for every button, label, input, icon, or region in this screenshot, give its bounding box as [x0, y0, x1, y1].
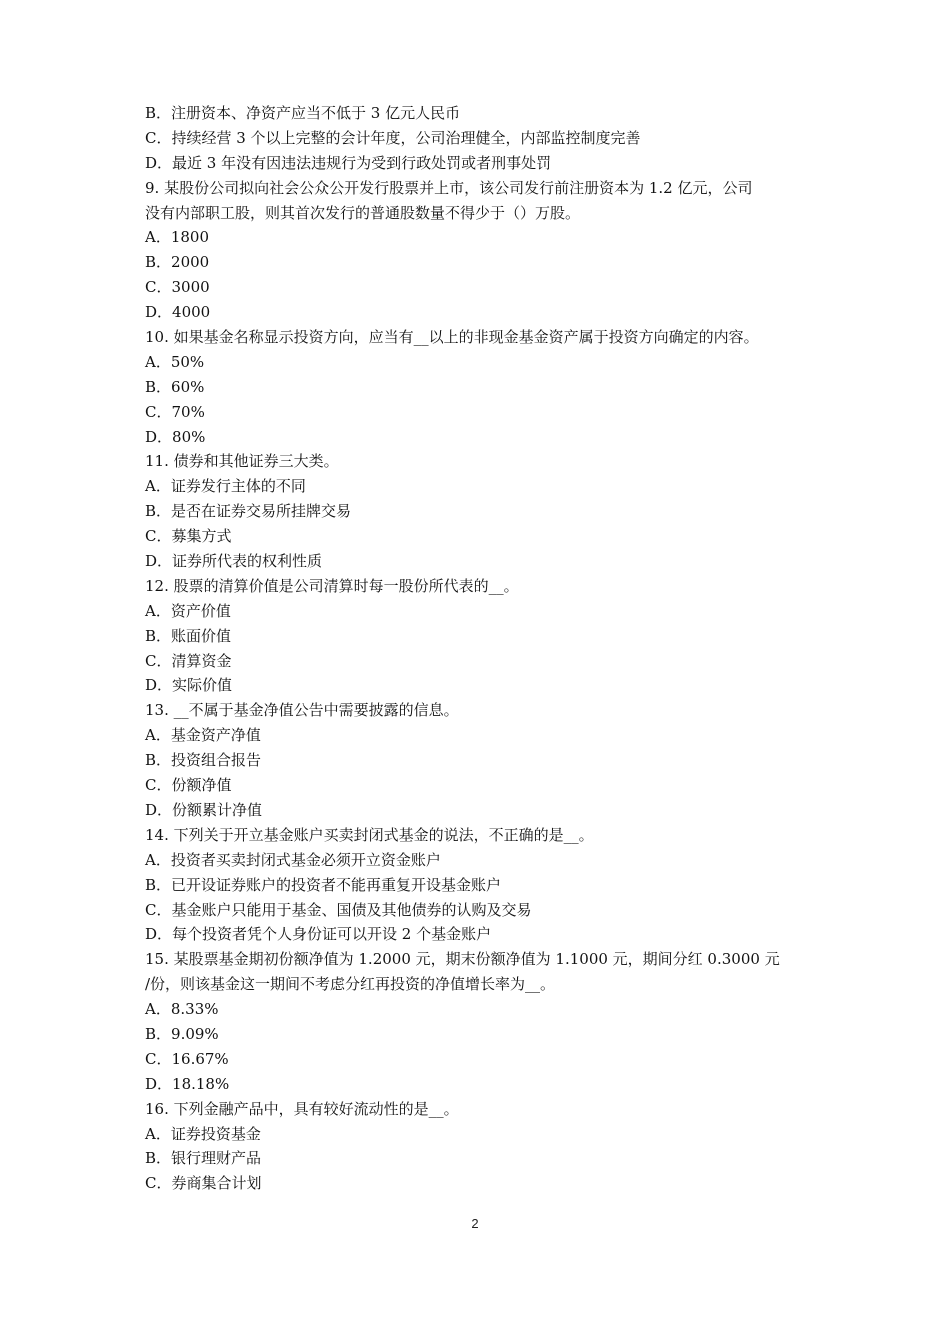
option-line: D．证券所代表的权利性质 — [145, 552, 323, 571]
question-text-body — [145, 101, 825, 1196]
question-line: 10. 如果基金名称显示投资方向，应当有__以上的非现金基金资产属于投资方向确定的内容。 — [145, 328, 759, 347]
option-line: C．3000 — [145, 278, 210, 297]
option-line: D．实际价值 — [145, 676, 233, 695]
option-line: D．最近 3 年没有因违法违规行为受到行政处罚或者刑事处罚 — [145, 153, 552, 172]
question-line: 14. 下列关于开立基金账户买卖封闭式基金的说法，不正确的是__。 — [145, 825, 594, 844]
option-line: B．银行理财产品 — [145, 1149, 262, 1168]
question-line: 9. 某股份公司拟向社会公众公开发行股票并上市，该公司发行前注册资本为 1.2 亿元，公司 — [145, 178, 753, 197]
question-line: 15. 某股票基金期初份额净值为 1.2000 元，期末份额净值为 1.1000 元，期间分红 0.3000 元 — [145, 950, 780, 969]
option-line: B．已开设证券账户的投资者不能再重复开设基金账户 — [145, 875, 502, 894]
question-line: 11. 债券和其他证券三大类。 — [145, 452, 339, 471]
page-number: 2 — [471, 1216, 479, 1231]
option-line: A．投资者买卖封闭式基金必须开立资金账户 — [145, 850, 441, 869]
option-line: A．50% — [145, 352, 205, 371]
option-line: B．是否在证券交易所挂牌交易 — [145, 502, 352, 521]
option-line: C．持续经营 3 个以上完整的会计年度，公司治理健全，内部监控制度完善 — [145, 128, 641, 147]
question-line: 12. 股票的清算价值是公司清算时每一股份所代表的__。 — [145, 576, 519, 595]
option-line: B．2000 — [145, 253, 210, 272]
option-line: B．账面价值 — [145, 626, 232, 645]
option-line: C．券商集合计划 — [145, 1174, 262, 1193]
question-line: 16. 下列金融产品中，具有较好流动性的是__。 — [145, 1099, 459, 1118]
option-line: D．每个投资者凭个人身份证可以开设 2 个基金账户 — [145, 925, 492, 944]
option-line: D．80% — [145, 427, 206, 446]
option-line: B．投资组合报告 — [145, 751, 262, 770]
option-line: C．16.67% — [145, 1049, 229, 1068]
option-line: C．基金账户只能用于基金、国债及其他债券的认购及交易 — [145, 900, 532, 919]
option-line: A．资产价值 — [145, 601, 231, 620]
option-line: C．70% — [145, 402, 205, 421]
option-line: D．4000 — [145, 303, 211, 322]
option-line: B．注册资本、净资产应当不低于 3 亿元人民币 — [145, 104, 461, 122]
option-line: C．募集方式 — [145, 527, 232, 546]
question-line: /份，则该基金这一期间不考虑分红再投资的净值增长率为__。 — [145, 975, 556, 994]
option-line: A．证券投资基金 — [145, 1124, 261, 1143]
option-line: D．份额累计净值 — [145, 800, 263, 819]
option-line: B．9.09% — [145, 1024, 219, 1043]
option-line: A．8.33% — [145, 1000, 219, 1019]
option-line: A．基金资产净值 — [145, 726, 261, 745]
option-line: C．份额净值 — [145, 776, 232, 795]
option-line: B．60% — [145, 377, 205, 396]
option-line: C．清算资金 — [145, 651, 232, 670]
question-line: 没有内部职工股，则其首次发行的普通股数量不得少于（）万股。 — [145, 203, 581, 222]
option-line: A．1800 — [145, 228, 210, 247]
question-line: 13. __不属于基金净值公告中需要披露的信息。 — [145, 701, 459, 720]
option-line: D．18.18% — [145, 1074, 230, 1093]
option-line: A．证券发行主体的不同 — [145, 477, 306, 496]
